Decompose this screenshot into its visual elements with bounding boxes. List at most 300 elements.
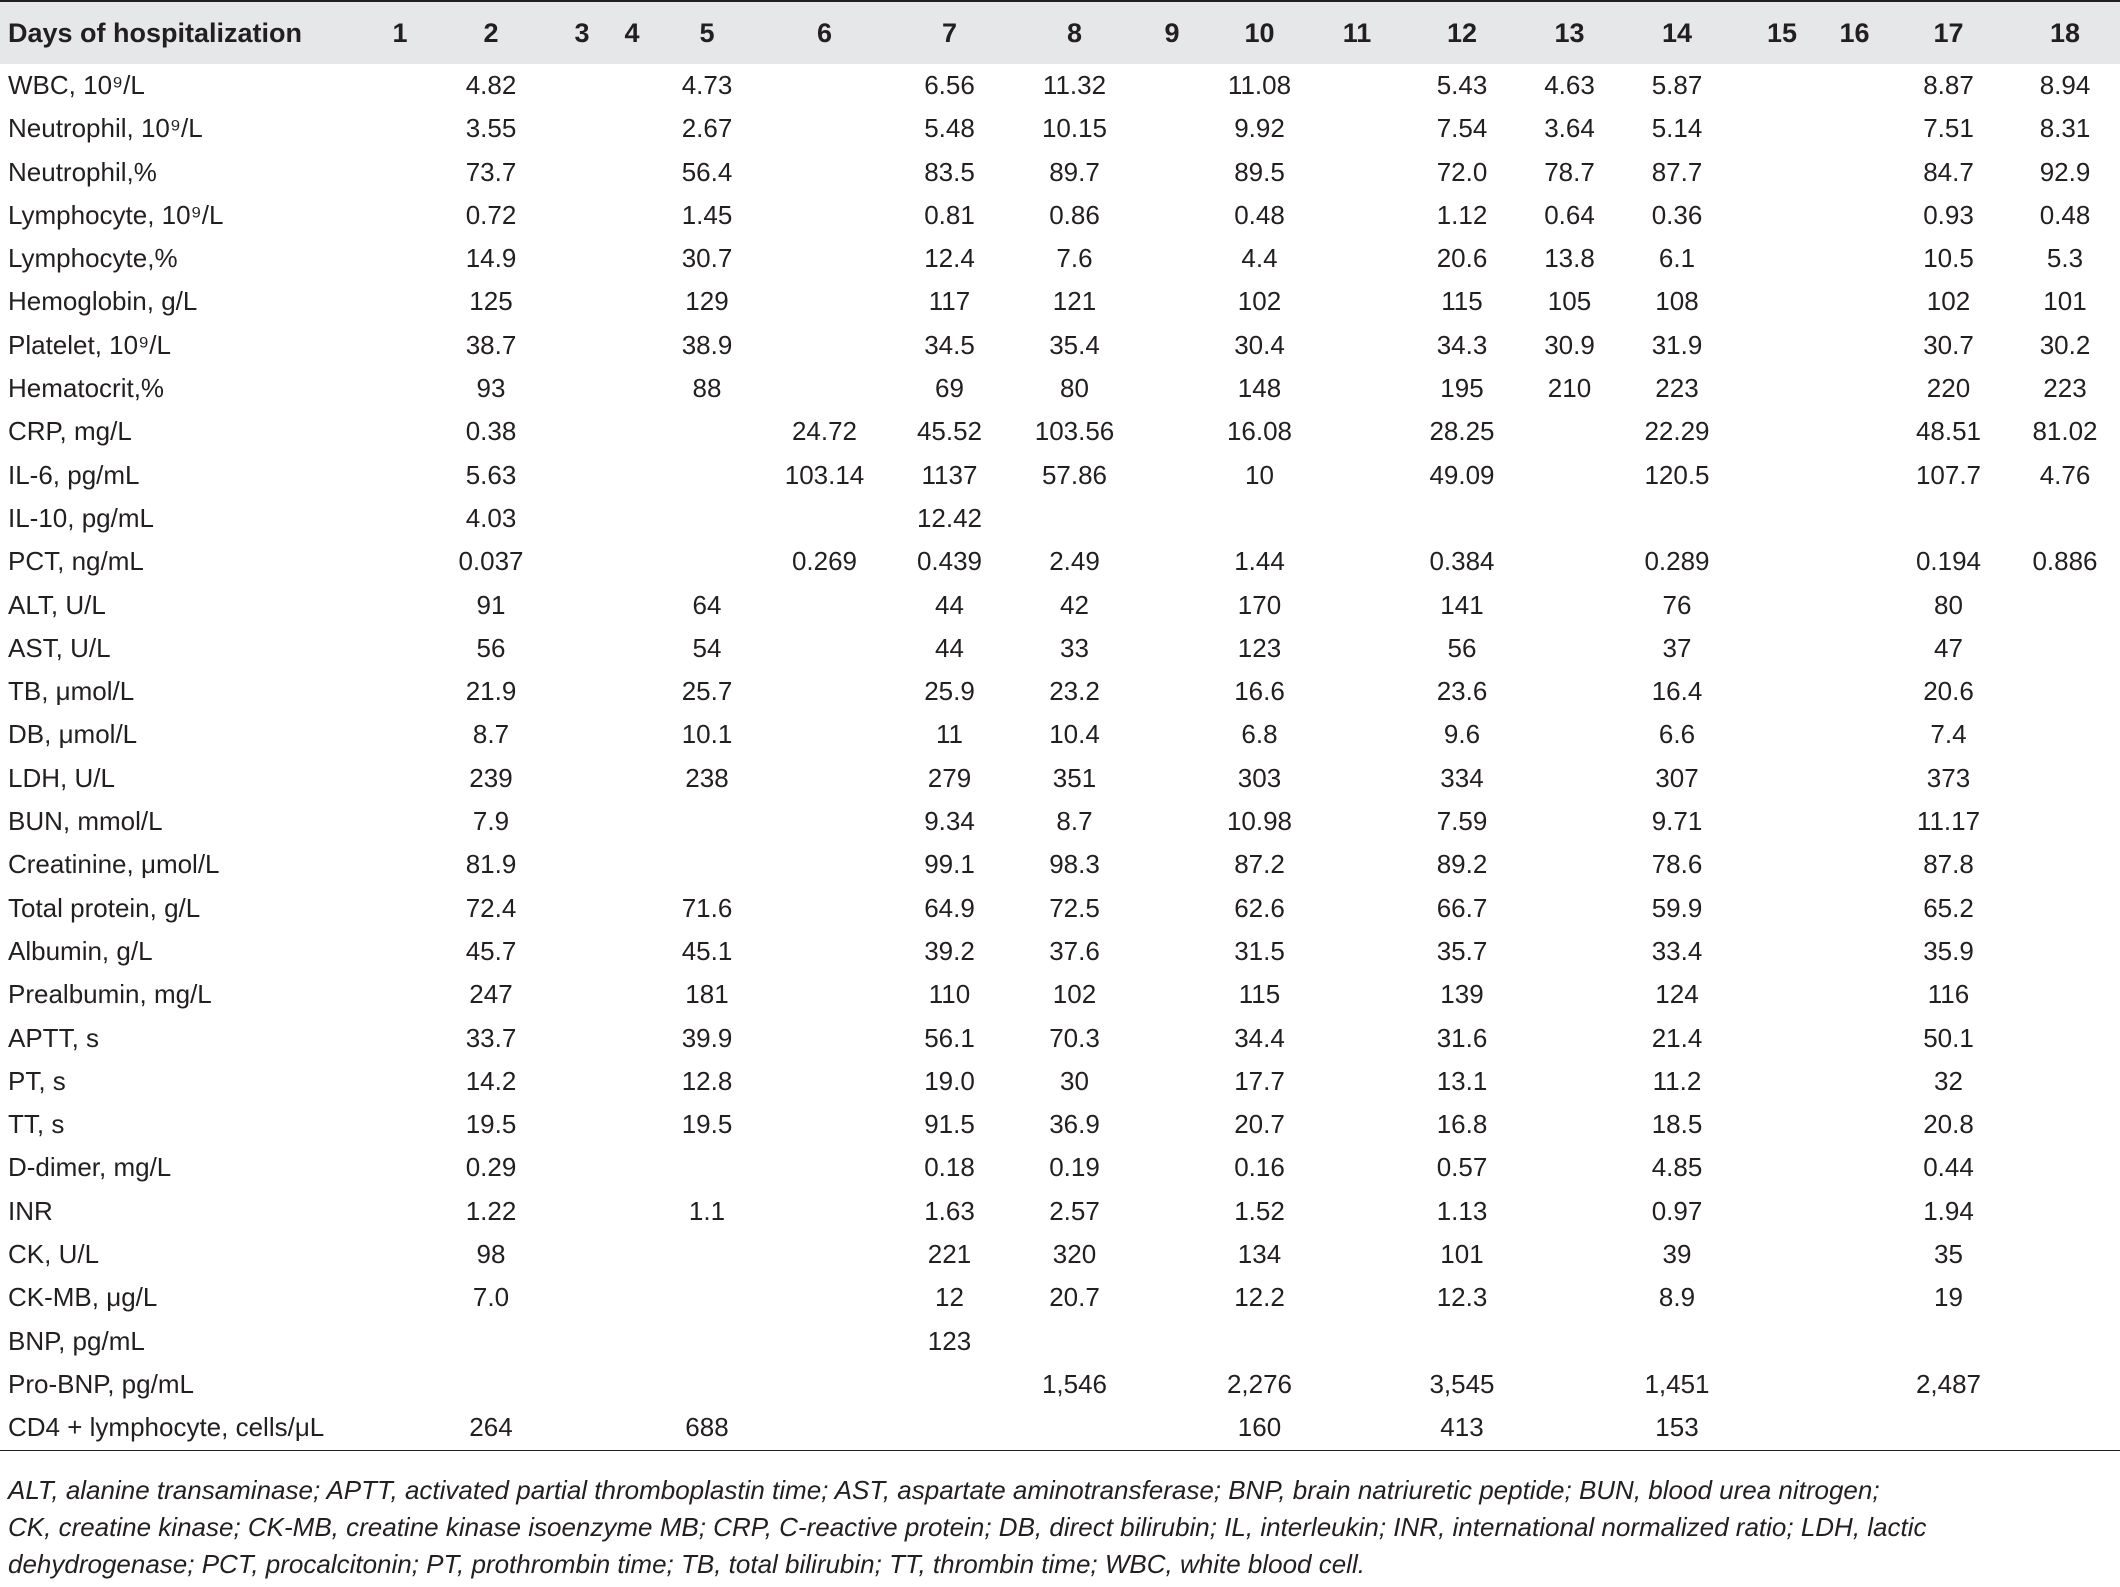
table-cell: 10.98: [1226, 806, 1293, 837]
table-cell: [1142, 1146, 1202, 1189]
table-cell: [1822, 757, 1887, 800]
table-cell: [1527, 887, 1612, 930]
table-cell: [1142, 410, 1202, 453]
table-cell: [1527, 1363, 1612, 1406]
table-cell: [1742, 107, 1822, 150]
table-cell: 10.4: [1049, 719, 1100, 750]
table-cell: [1142, 151, 1202, 194]
table-cell: 4.03: [465, 502, 517, 533]
table-cell: 12.42: [916, 502, 983, 533]
table-cell: 21.4: [1651, 1022, 1703, 1053]
table-cell: [607, 194, 657, 237]
table-cell: [1822, 1190, 1887, 1233]
table-cell: 11: [936, 719, 963, 750]
table-cell: 89.7: [1049, 156, 1100, 187]
table-cell: [375, 280, 425, 323]
table-cell: [2010, 1190, 2120, 1233]
table-cell: [757, 930, 892, 973]
column-header-day-7: 7: [941, 18, 958, 48]
table-cell: 16.4: [1651, 676, 1703, 707]
table-cell: 38.7: [465, 329, 517, 360]
table-cell: 134: [1237, 1239, 1282, 1270]
table-cell: [607, 800, 657, 843]
row-label: Total protein, g/L: [8, 892, 201, 923]
table-cell: [375, 497, 425, 540]
table-cell: 3.55: [465, 113, 517, 144]
table-cell: [1142, 280, 1202, 323]
table-row: [0, 324, 2120, 367]
column-header-day-8: 8: [1066, 18, 1083, 48]
table-cell: [1742, 757, 1822, 800]
table-cell: 19.0: [924, 1065, 975, 1096]
table-cell: 373: [1926, 762, 1971, 793]
table-cell: [557, 843, 607, 886]
table-cell: [1142, 194, 1202, 237]
table-cell: 6.8: [1241, 719, 1278, 750]
table-cell: 181: [685, 979, 729, 1010]
table-cell: [1822, 1363, 1887, 1406]
table-cell: 6.6: [1658, 719, 1696, 750]
table-cell: [1317, 64, 1397, 107]
table-cell: [607, 107, 657, 150]
table-cell: [657, 800, 757, 843]
table-cell: [375, 367, 425, 410]
table-row: [0, 887, 2120, 930]
row-label: Albumin, g/L: [8, 935, 153, 966]
table-cell: 1.63: [924, 1195, 975, 1226]
table-cell: [1007, 1320, 1142, 1363]
table-cell: 14.2: [465, 1065, 517, 1096]
table-cell: [607, 64, 657, 107]
table-cell: [2010, 1276, 2120, 1319]
table-cell: [1822, 1406, 1887, 1450]
table-cell: 44: [935, 632, 964, 663]
table-row: [0, 237, 2120, 280]
table-cell: [1317, 1320, 1397, 1363]
table-cell: 0.86: [1049, 199, 1100, 230]
table-cell: [1822, 280, 1887, 323]
table-cell: [1527, 627, 1612, 670]
table-cell: 107.7: [1915, 459, 1982, 490]
table-cell: 0.384: [1429, 546, 1495, 577]
table-cell: 0.48: [1234, 199, 1285, 230]
table-cell: 1.94: [1923, 1195, 1974, 1226]
table-cell: 30.2: [2039, 329, 2091, 360]
table-cell: [375, 973, 425, 1016]
table-cell: 23.6: [1436, 676, 1488, 707]
table-cell: [607, 627, 657, 670]
table-cell: [1822, 1320, 1887, 1363]
table-cell: [607, 843, 657, 886]
table-cell: [757, 1017, 892, 1060]
table-cell: [1822, 1103, 1887, 1146]
row-label: ALT, U/L: [8, 589, 106, 620]
table-cell: 16.08: [1226, 416, 1293, 447]
table-cell: [607, 454, 657, 497]
row-label: Prealbumin, mg/L: [8, 979, 212, 1010]
table-cell: 8.7: [1056, 806, 1093, 837]
table-cell: [557, 930, 607, 973]
column-header-day-10: 10: [1244, 18, 1275, 48]
table-cell: 7.9: [472, 806, 510, 837]
table-cell: 39: [1662, 1239, 1692, 1270]
table-cell: 91: [476, 589, 506, 620]
table-row: [0, 1103, 2120, 1146]
table-cell: [757, 800, 892, 843]
table-cell: 12.3: [1436, 1282, 1488, 1313]
table-cell: 105: [1547, 286, 1592, 317]
table-cell: 125: [469, 286, 513, 317]
table-cell: 139: [1440, 979, 1484, 1010]
table-cell: [607, 584, 657, 627]
row-label: INR: [8, 1195, 53, 1226]
table-row: [0, 627, 2120, 670]
table-cell: [1397, 497, 1527, 540]
table-cell: 16.8: [1436, 1109, 1488, 1140]
row-label: AST, U/L: [8, 632, 111, 663]
table-cell: [1317, 584, 1397, 627]
table-cell: [1142, 237, 1202, 280]
table-cell: 0.289: [1644, 546, 1710, 577]
table-cell: [1887, 497, 2010, 540]
table-cell: 98: [476, 1239, 506, 1270]
table-cell: 0.037: [458, 546, 524, 577]
row-label: TT, s: [8, 1109, 65, 1140]
table-cell: 0.48: [2039, 199, 2091, 230]
table-cell: [1742, 1406, 1822, 1450]
table-cell: [1822, 1276, 1887, 1319]
table-cell: 110: [928, 979, 971, 1010]
table-cell: 39.2: [924, 935, 975, 966]
table-cell: 123: [927, 1325, 972, 1356]
table-cell: [1742, 1233, 1822, 1276]
table-cell: 120.5: [1644, 459, 1710, 490]
table-cell: 56.1: [924, 1022, 975, 1053]
table-cell: [607, 757, 657, 800]
table-cell: [1527, 454, 1612, 497]
table-cell: [557, 1190, 607, 1233]
table-cell: 98.3: [1049, 849, 1100, 880]
table-cell: [1142, 1233, 1202, 1276]
table-cell: 72.0: [1436, 156, 1488, 187]
table-cell: [1142, 540, 1202, 583]
table-cell: 44: [935, 589, 964, 620]
table-row: [0, 410, 2120, 453]
table-cell: [607, 1017, 657, 1060]
table-cell: [1317, 713, 1397, 756]
column-header-day-14: 14: [1661, 18, 1693, 48]
footnote-line: dehydrogenase; PCT, procalcitonin; PT, prothrombin time; TB, total bilirubin; TT, thrombin time; WBC, white blood cell.: [8, 1549, 1365, 1579]
table-cell: 89.2: [1436, 849, 1488, 880]
table-cell: 223: [2043, 373, 2087, 404]
table-cell: 64: [692, 589, 722, 620]
table-cell: [757, 713, 892, 756]
table-cell: 69: [935, 373, 964, 404]
table-cell: 12.4: [924, 243, 975, 274]
table-cell: [557, 410, 607, 453]
table-cell: [557, 280, 607, 323]
table-cell: 36.9: [1049, 1109, 1100, 1140]
column-header-day-11: 11: [1342, 18, 1372, 48]
table-cell: 688: [657, 1406, 757, 1450]
table-cell: 11.08: [1227, 70, 1292, 100]
table-cell: [375, 194, 425, 237]
table-cell: [1742, 367, 1822, 410]
table-cell: 103.56: [1034, 416, 1115, 447]
table-cell: [2010, 1017, 2120, 1060]
table-cell: [607, 713, 657, 756]
table-cell: [1822, 843, 1887, 886]
table-row: [0, 540, 2120, 583]
table-cell: 18.5: [1651, 1109, 1703, 1140]
table-cell: [1612, 497, 1742, 540]
table-cell: [375, 1190, 425, 1233]
table-cell: 19: [1934, 1282, 1963, 1313]
table-cell: [1317, 324, 1397, 367]
row-label: Creatinine, μmol/L: [8, 849, 220, 880]
table-cell: 7.6: [1056, 243, 1093, 274]
table-cell: [2010, 1406, 2120, 1450]
table-cell: [1742, 887, 1822, 930]
table-cell: [557, 584, 607, 627]
table-cell: [1317, 1103, 1397, 1146]
table-cell: 0.269: [791, 546, 858, 577]
table-cell: [757, 1060, 892, 1103]
table-cell: [2010, 1103, 2120, 1146]
table-cell: 93: [476, 373, 506, 404]
table-cell: [757, 670, 892, 713]
table-cell: [557, 1276, 607, 1319]
row-label: TB, μmol/L: [8, 676, 135, 707]
table-cell: 108: [1655, 286, 1699, 317]
table-cell: 32: [1934, 1065, 1963, 1096]
table-cell: [1317, 237, 1397, 280]
table-cell: 102: [1926, 286, 1971, 317]
table-cell: [2010, 930, 2120, 973]
table-cell: [1742, 843, 1822, 886]
table-cell: 7.4: [1930, 719, 1967, 750]
table-cell: [1527, 670, 1612, 713]
row-label: IL-6, pg/mL: [8, 459, 140, 490]
table-cell: [375, 64, 425, 107]
table-cell: [1822, 584, 1887, 627]
row-label: Neutrophil,%: [8, 156, 157, 187]
table-cell: 123: [1237, 632, 1282, 663]
table-cell: [607, 973, 657, 1016]
column-header-day-13: 13: [1554, 18, 1585, 48]
table-cell: 247: [469, 979, 513, 1010]
table-cell: [2010, 843, 2120, 886]
table-cell: [375, 1363, 425, 1406]
table-cell: 20.7: [1049, 1282, 1100, 1313]
table-cell: 70.3: [1049, 1022, 1100, 1053]
table-cell: [557, 973, 607, 1016]
row-label: PT, s: [8, 1065, 66, 1096]
table-cell: [1397, 1320, 1527, 1363]
table-cell: [657, 1276, 757, 1319]
table-cell: [2010, 800, 2120, 843]
table-cell: 124: [1655, 979, 1699, 1010]
table-cell: [757, 1146, 892, 1189]
table-cell: 38.9: [681, 329, 733, 360]
table-cell: [1822, 237, 1887, 280]
row-label: Neutrophil, 10⁹/L: [8, 113, 203, 144]
table-cell: 45.7: [465, 935, 517, 966]
row-label: Hematocrit,%: [8, 373, 165, 404]
table-cell: [557, 324, 607, 367]
table-cell: [1007, 497, 1142, 540]
table-cell: 23.2: [1049, 676, 1100, 707]
table-cell: [757, 280, 892, 323]
table-cell: [557, 1233, 607, 1276]
table-cell: 62.6: [1234, 892, 1285, 923]
table-cell: 115: [1238, 979, 1281, 1010]
table-cell: [557, 627, 607, 670]
table-cell: [607, 1233, 657, 1276]
table-cell: 0.36: [1651, 199, 1703, 230]
table-cell: 0.57: [1436, 1152, 1488, 1183]
table-cell: [2010, 670, 2120, 713]
table-cell: [2010, 627, 2120, 670]
table-cell: 19.5: [465, 1109, 517, 1140]
footnote-line: ALT, alanine transaminase; APTT, activated partial thromboplastin time; AST, aspartate aminotransferase; BNP, brain natriuretic peptide; BUN, blood urea nitrogen;: [8, 1475, 1880, 1505]
table-cell: [1527, 540, 1612, 583]
table-cell: [607, 1276, 657, 1319]
table-cell: [607, 497, 657, 540]
table-cell: 16.6: [1234, 676, 1285, 707]
column-header-day-1: 1: [392, 18, 408, 48]
table-row: [0, 367, 2120, 410]
table-cell: [375, 1276, 425, 1319]
table-cell: [375, 1017, 425, 1060]
column-header-day-16: 16: [1839, 18, 1870, 48]
table-cell: [557, 497, 607, 540]
table-cell: [757, 1190, 892, 1233]
table-row: [0, 1017, 2120, 1060]
column-header-day-2: 2: [483, 18, 499, 48]
table-cell: [1742, 973, 1822, 1016]
table-cell: [1822, 887, 1887, 930]
table-cell: [375, 627, 425, 670]
table-cell: [1822, 454, 1887, 497]
table-cell: [375, 670, 425, 713]
table-cell: [1822, 1060, 1887, 1103]
table-cell: [657, 1363, 757, 1406]
table-cell: [1527, 1103, 1612, 1146]
table-cell: 24.72: [791, 416, 858, 447]
table-cell: [1822, 497, 1887, 540]
table-cell: [557, 1146, 607, 1189]
table-cell: 66.7: [1436, 892, 1488, 923]
table-row: [0, 454, 2120, 497]
table-cell: [1527, 930, 1612, 973]
table-cell: 19.5: [681, 1109, 733, 1140]
table-cell: [607, 151, 657, 194]
table-cell: 102: [1052, 979, 1097, 1010]
table-cell: [1142, 713, 1202, 756]
table-cell: 31.6: [1436, 1022, 1488, 1053]
table-cell: 1.1: [688, 1195, 726, 1226]
row-label: BNP, pg/mL: [8, 1325, 145, 1356]
table-cell: 0.19: [1049, 1152, 1100, 1183]
table-cell: 33.4: [1651, 935, 1703, 966]
table-cell: [375, 454, 425, 497]
table-cell: [1142, 584, 1202, 627]
table-cell: [375, 237, 425, 280]
table-cell: 34.3: [1436, 329, 1488, 360]
row-label: CK-MB, μg/L: [8, 1282, 158, 1313]
table-footnote: [8, 1472, 2112, 1583]
table-cell: 30.7: [681, 243, 733, 274]
table-cell: [375, 1103, 425, 1146]
table-cell: 5.63: [465, 459, 517, 490]
table-cell: [1142, 1017, 1202, 1060]
table-row: [0, 713, 2120, 756]
table-cell: [757, 107, 892, 150]
table-cell: 80: [1934, 589, 1963, 620]
table-cell: 2.67: [681, 113, 733, 144]
table-cell: 7.54: [1436, 113, 1488, 144]
table-cell: [757, 1363, 892, 1406]
table-cell: 334: [1440, 762, 1484, 793]
table-cell: [375, 1406, 425, 1450]
table-row: [0, 1363, 2120, 1406]
table-cell: 99.1: [924, 849, 975, 880]
row-label: CD4 + lymphocyte, cells/μL: [0, 1406, 375, 1450]
table-cell: 25.7: [681, 676, 733, 707]
table-cell: 80: [1060, 373, 1089, 404]
table-cell: [557, 64, 607, 107]
table-cell: [1527, 757, 1612, 800]
table-cell: [1142, 800, 1202, 843]
table-cell: [757, 497, 892, 540]
table-cell: [1142, 497, 1202, 540]
table-cell: [757, 194, 892, 237]
table-cell: [607, 1406, 657, 1450]
table-cell: [1317, 973, 1397, 1016]
table-cell: [607, 324, 657, 367]
table-cell: [1822, 1017, 1887, 1060]
table-cell: 35.4: [1049, 329, 1100, 360]
table-cell: [1742, 1103, 1822, 1146]
row-label: IL-10, pg/mL: [8, 502, 154, 533]
table-cell: [1742, 800, 1822, 843]
column-header-days-of-hospitalization: Days of hospitalization: [8, 18, 303, 48]
table-cell: [757, 1233, 892, 1276]
table-cell: [1317, 497, 1397, 540]
table-cell: [1142, 627, 1202, 670]
table-cell: 5.43: [1436, 70, 1488, 100]
table-cell: 20.8: [1923, 1109, 1974, 1140]
table-cell: 221: [927, 1239, 972, 1270]
table-cell: 33: [1060, 632, 1089, 663]
table-cell: [607, 410, 657, 453]
table-cell: [1822, 410, 1887, 453]
table-cell: [757, 324, 892, 367]
table-cell: [657, 454, 757, 497]
table-cell: [2010, 497, 2120, 540]
table-cell: [1142, 64, 1202, 107]
table-cell: [607, 887, 657, 930]
table-cell: 34.4: [1234, 1022, 1285, 1053]
table-cell: 2,487: [1915, 1368, 1982, 1399]
table-cell: 33.7: [465, 1022, 517, 1053]
table-cell: 0.38: [465, 416, 517, 447]
table-cell: 0.81: [924, 199, 975, 230]
table-cell: 87.2: [1234, 849, 1285, 880]
table-cell: 1137: [921, 459, 978, 490]
table-cell: 12: [935, 1282, 964, 1313]
